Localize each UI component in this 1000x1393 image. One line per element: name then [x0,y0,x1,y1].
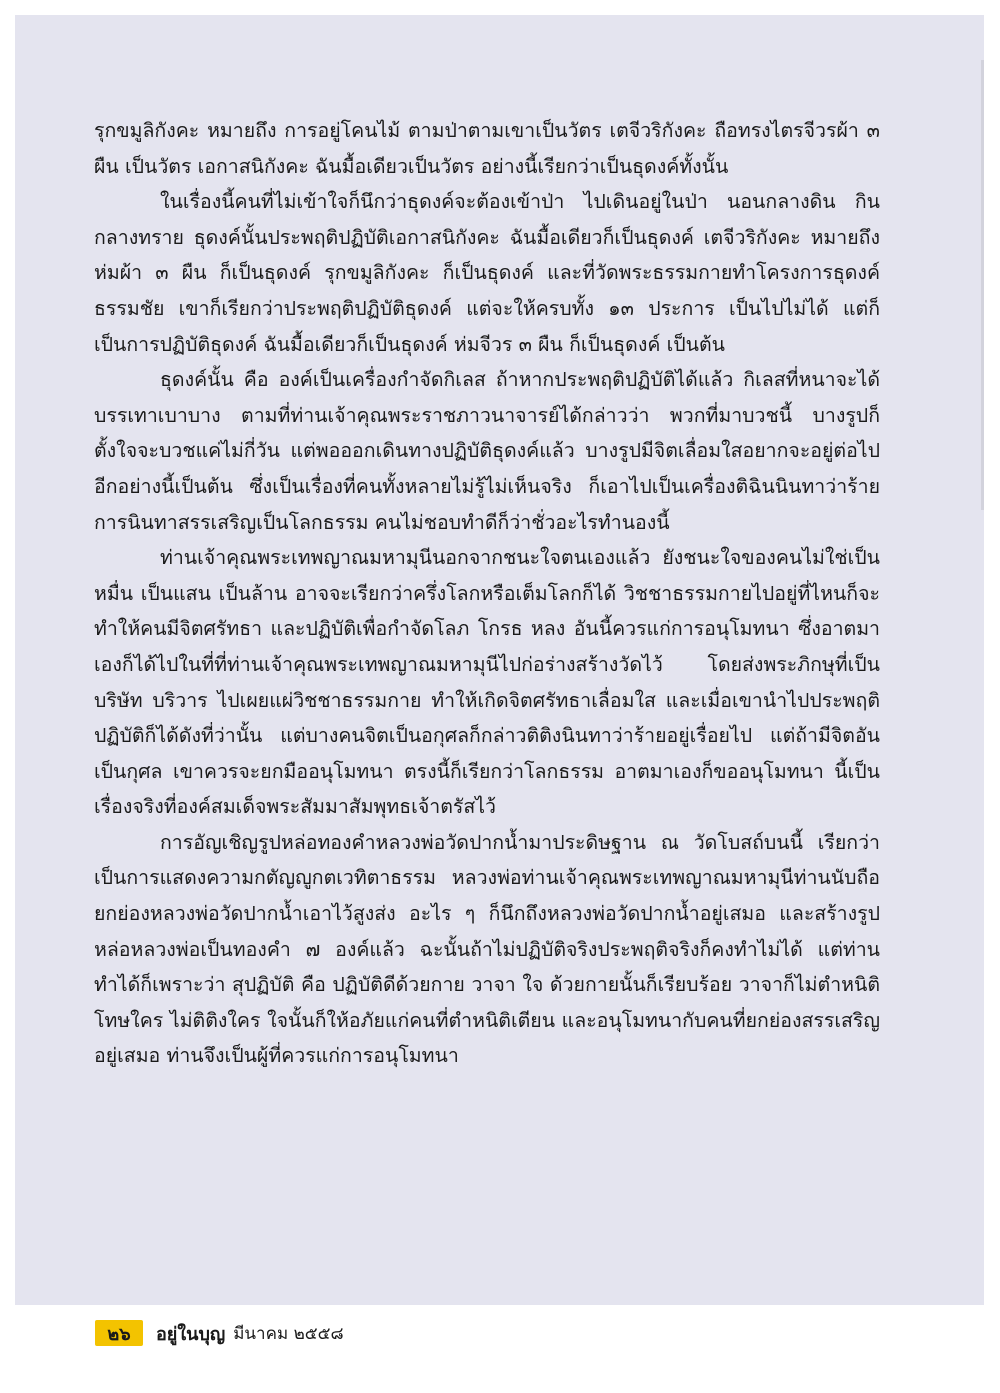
paragraph-1: รุกขมูลิกังคะ หมายถึง การอยู่โคนไม้ ตามป่าตามเขาเป็นวัตร เตจีวริกังคะ ถือทรงไตรจีวรผ้า ๓ ผืน เป็นวัตร เอกาสนิกังคะ ฉันมื้อเดียวเป็นวัตร อย่างนี้เรียกว่าเป็นธุดงค์ทั้งนั้น [94,119,880,178]
article-body [94,113,880,1074]
paragraph-4: ท่านเจ้าคุณพระเทพญาณมหามุนีนอกจากชนะใจตนเองแล้ว ยังชนะใจของคนไม่ใช่เป็นหมื่น เป็นแสน เป็นล้าน อาจจะเรียกว่าครึ่งโลกหรือเต็มโลกก็ได้ วิชชาธรรมกายไปอยู่ที่ไหนก็จะทำให้คนมีจิตศรัทธา และปฏิบัติเพื่อกำจัดโลภ โกรธ หลง อันนี้ควรแก่การอนุโมทนา ซึ่งอาตมาเองก็ได้ไปในที่ที่ท่านเจ้าคุณพระเทพญาณมหามุนีไปก่อร่างสร้างวัดไว้ โดยส่งพระภิกษุที่เป็นบริษัท บริวาร ไปเผยแผ่วิชชาธรรมกาย ทำให้เกิดจิตศรัทธาเลื่อมใส และเมื่อเขานำไปประพฤติปฏิบัติก็ได้ดังที่ว่านั้น แต่บางคนจิตเป็นอกุศลก็กล่าวติติงนินทาว่าร้ายอยู่เรื่อยไป แต่ถ้ามีจิตอันเป็นกุศล เขาควรจะยกมืออนุโมทนา ตรงนี้ก็เรียกว่าโลกธรรม อาตมาเองก็ขออนุโมทนา นี้เป็นเรื่องจริงที่องค์สมเด็จพระสัมมาสัมพุทธเจ้าตรัสไว้ [94,546,880,819]
page-edge-strip [981,60,984,510]
paragraph-2: ในเรื่องนี้คนที่ไม่เข้าใจก็นึกว่าธุดงค์จะต้องเข้าป่า ไปเดินอยู่ในป่า นอนกลางดิน กินกลางทราย ธุดงค์นั้นประพฤติปฏิบัติเอกาสนิกังคะ ฉันมื้อเดียวก็เป็นธุดงค์ เตจีวริกังคะ หมายถึง ห่มผ้า ๓ ผืน ก็เป็นธุดงค์ รุกขมูลิกังคะ ก็เป็นธุดงค์ และที่วัดพระธรรมกายทำโครงการธุดงค์ธรรมชัย เขาก็เรียกว่าประพฤติปฏิบัติธุดงค์ แต่จะให้ครบทั้ง ๑๓ ประการ เป็นไปไม่ได้ แต่ก็เป็นการปฏิบัติธุดงค์ ฉันมื้อเดียวก็เป็นธุดงค์ ห่มจีวร ๓ ผืน ก็เป็นธุดงค์ เป็นต้น [94,190,880,356]
magazine-title: อยู่ในบุญ [156,1323,226,1345]
paragraph-5: การอัญเชิญรูปหล่อทองคำหลวงพ่อวัดปากน้ำมาประดิษฐาน ณ วัดโบสถ์บนนี้ เรียกว่าเป็นการแสดงความกตัญญูกตเวทิตาธรรม หลวงพ่อท่านเจ้าคุณพระเทพญาณมหามุนีท่านนับถือยกย่องหลวงพ่อวัดปากน้ำเอาไว้สูงส่ง อะไร ๆ ก็นึกถึงหลวงพ่อวัดปากน้ำอยู่เสมอ และสร้างรูปหล่อหลวงพ่อเป็นทองคำ ๗ องค์แล้ว ฉะนั้นถ้าไม่ปฏิบัติจริงประพฤติจริงก็คงทำไม่ได้ แต่ท่านทำได้ก็เพราะว่า สุปฏิบัติ คือ ปฏิบัติดีด้วยกาย วาจา ใจ ด้วยกายนั้นก็เรียบร้อย วาจาก็ไม่ตำหนิติโทษใคร ไม่ติติงใคร ใจนั้นก็ให้อภัยแก่คนที่ตำหนิติเตียน และอนุโมทนากับคนที่ยกย่องสรรเสริญอยู่เสมอ ท่านจึงเป็นผู้ที่ควรแก่การอนุโมทนา [94,830,880,1068]
page-number-badge: ๒๖ [95,1320,143,1346]
paragraph-3: ธุดงค์นั้น คือ องค์เป็นเครื่องกำจัดกิเลส ถ้าหากประพฤติปฏิบัติได้แล้ว กิเลสที่หนาจะได้บรรเทาเบาบาง ตามที่ท่านเจ้าคุณพระราชภาวนาจารย์ได้กล่าวว่า พวกที่มาบวชนี้ บางรูปก็ตั้งใจจะบวชแค่ไม่กี่วัน แต่พอออกเดินทางปฏิบัติธุดงค์แล้ว บางรูปมีจิตเลื่อมใสอยากจะอยู่ต่อไปอีกอย่างนี้เป็นต้น ซึ่งเป็นเรื่องที่คนทั้งหลายไม่รู้ไม่เห็นจริง ก็เอาไปเป็นเครื่องติฉินนินทาว่าร้าย การนินทาสรรเสริญเป็นโลกธรรม คนไม่ชอบทำดีก็ว่าชั่วอะไรทำนองนี้ [94,368,880,534]
page-footer [95,1319,344,1347]
issue-date: มีนาคม ๒๕๕๘ [233,1323,344,1344]
